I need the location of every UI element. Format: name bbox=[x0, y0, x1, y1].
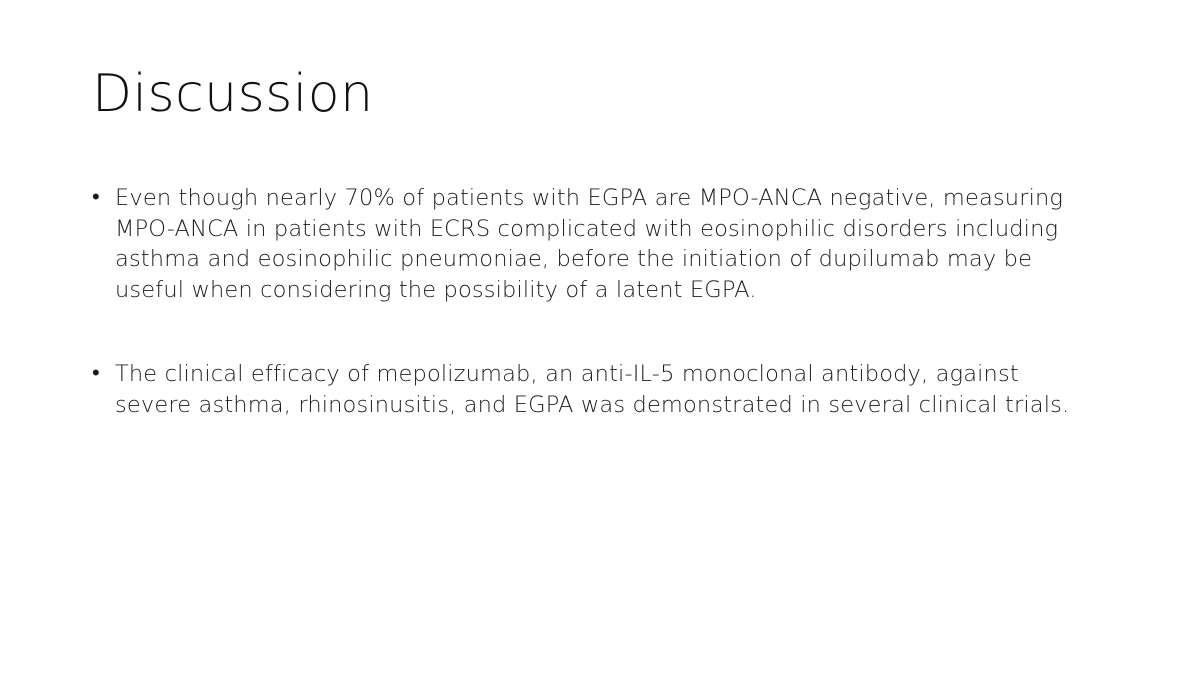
bullet-text: The clinical efficacy of mepolizumab, an anti-IL-5 monoclonal antibody, against severe asthma, rhinosinusitis, and EGPA was demonstrated in several clinical trials. bbox=[115, 361, 1070, 418]
bullet-item bbox=[92, 359, 1102, 420]
bullet-marker: • bbox=[92, 361, 100, 386]
bullet-text: Even though nearly 70% of patients with EGPA are MPO-ANCA negative, measuring MPO-ANCA in patients with ECRS complicated with eosinophilic disorders including asthma and eosinophilic pneumoniae, before the initiation of dupilumab may be useful when considering the possibility of a latent EGPA. bbox=[115, 185, 1064, 303]
bullet-item bbox=[92, 183, 1102, 305]
slide-title: Discussion bbox=[92, 64, 374, 124]
bullet-marker: • bbox=[92, 185, 100, 210]
bullet-list bbox=[92, 183, 1102, 420]
